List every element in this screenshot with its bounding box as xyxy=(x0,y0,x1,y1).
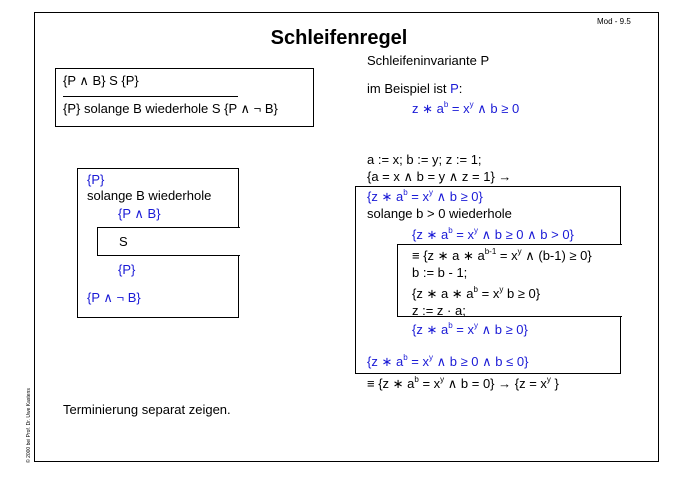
assign-z: z := z · a; xyxy=(412,303,466,318)
rule-premise: {P ∧ B} S {P} xyxy=(63,73,139,88)
init-condition: {a = x ∧ b = y ∧ z = 1} → xyxy=(367,169,512,184)
final-conclusion: ≡ {z ∗ $a^b = x^y$ ∧ $b = 0\} \to \{z = x^y$ } xyxy=(367,374,559,391)
example-intro: im Beispiel ist P: xyxy=(367,81,463,96)
loop-invariant-pre: {z ∗ $a^b = x^y$ ∧ b ≥ 0} xyxy=(367,187,483,204)
rule-fraction-line xyxy=(63,96,238,97)
mid-condition: {z ∗ a ∗ $a^b = x^y$ b ≥ 0} xyxy=(412,284,541,301)
loop-postcondition: {z ∗ $a^b = x^y$ ∧ b ≥ 0 ∧ b ≤ 0} xyxy=(367,352,529,369)
diagram-body-post: {P} xyxy=(118,262,136,277)
init-statement: a := x; b := y; z := 1; xyxy=(367,152,482,167)
invariant-heading: Schleifeninvariante P xyxy=(367,53,490,68)
while-header: solange b > 0 wiederhole xyxy=(367,206,512,221)
termination-note: Terminierung separat zeigen. xyxy=(63,402,231,417)
invariant-formula: z ∗ $a^b = x^y$ ∧ b ≥ 0 xyxy=(412,99,520,116)
module-number: Mod - 9.5 xyxy=(597,17,631,26)
assign-b: b := b - 1; xyxy=(412,265,468,280)
diagram-postcondition: {P ∧ ¬ B} xyxy=(87,290,141,305)
diagram-loop-header: solange B wiederhole xyxy=(87,188,212,203)
page-title: Schleifenregel xyxy=(270,27,408,49)
copyright-note: © 2000 bei Prof. Dr. Uwe Kastens xyxy=(26,388,32,463)
body-postcondition: {z ∗ $a^b = x^y$ ∧ b ≥ 0} xyxy=(412,320,528,337)
diagram-precondition: {P} xyxy=(87,172,105,187)
rule-conclusion: {P} solange B wiederhole S {P ∧ ¬ B} xyxy=(63,101,278,116)
equivalence-step: ≡ {z ∗ a ∗ $a^{b-1} = x^y$ ∧ (b-1) ≥ 0} xyxy=(412,246,592,263)
body-precondition: {z ∗ $a^b = x^y$ ∧ b ≥ 0 ∧ b > 0} xyxy=(412,225,574,242)
diagram-body-statement: S xyxy=(119,234,128,249)
diagram-body-pre: {P ∧ B} xyxy=(118,206,161,221)
